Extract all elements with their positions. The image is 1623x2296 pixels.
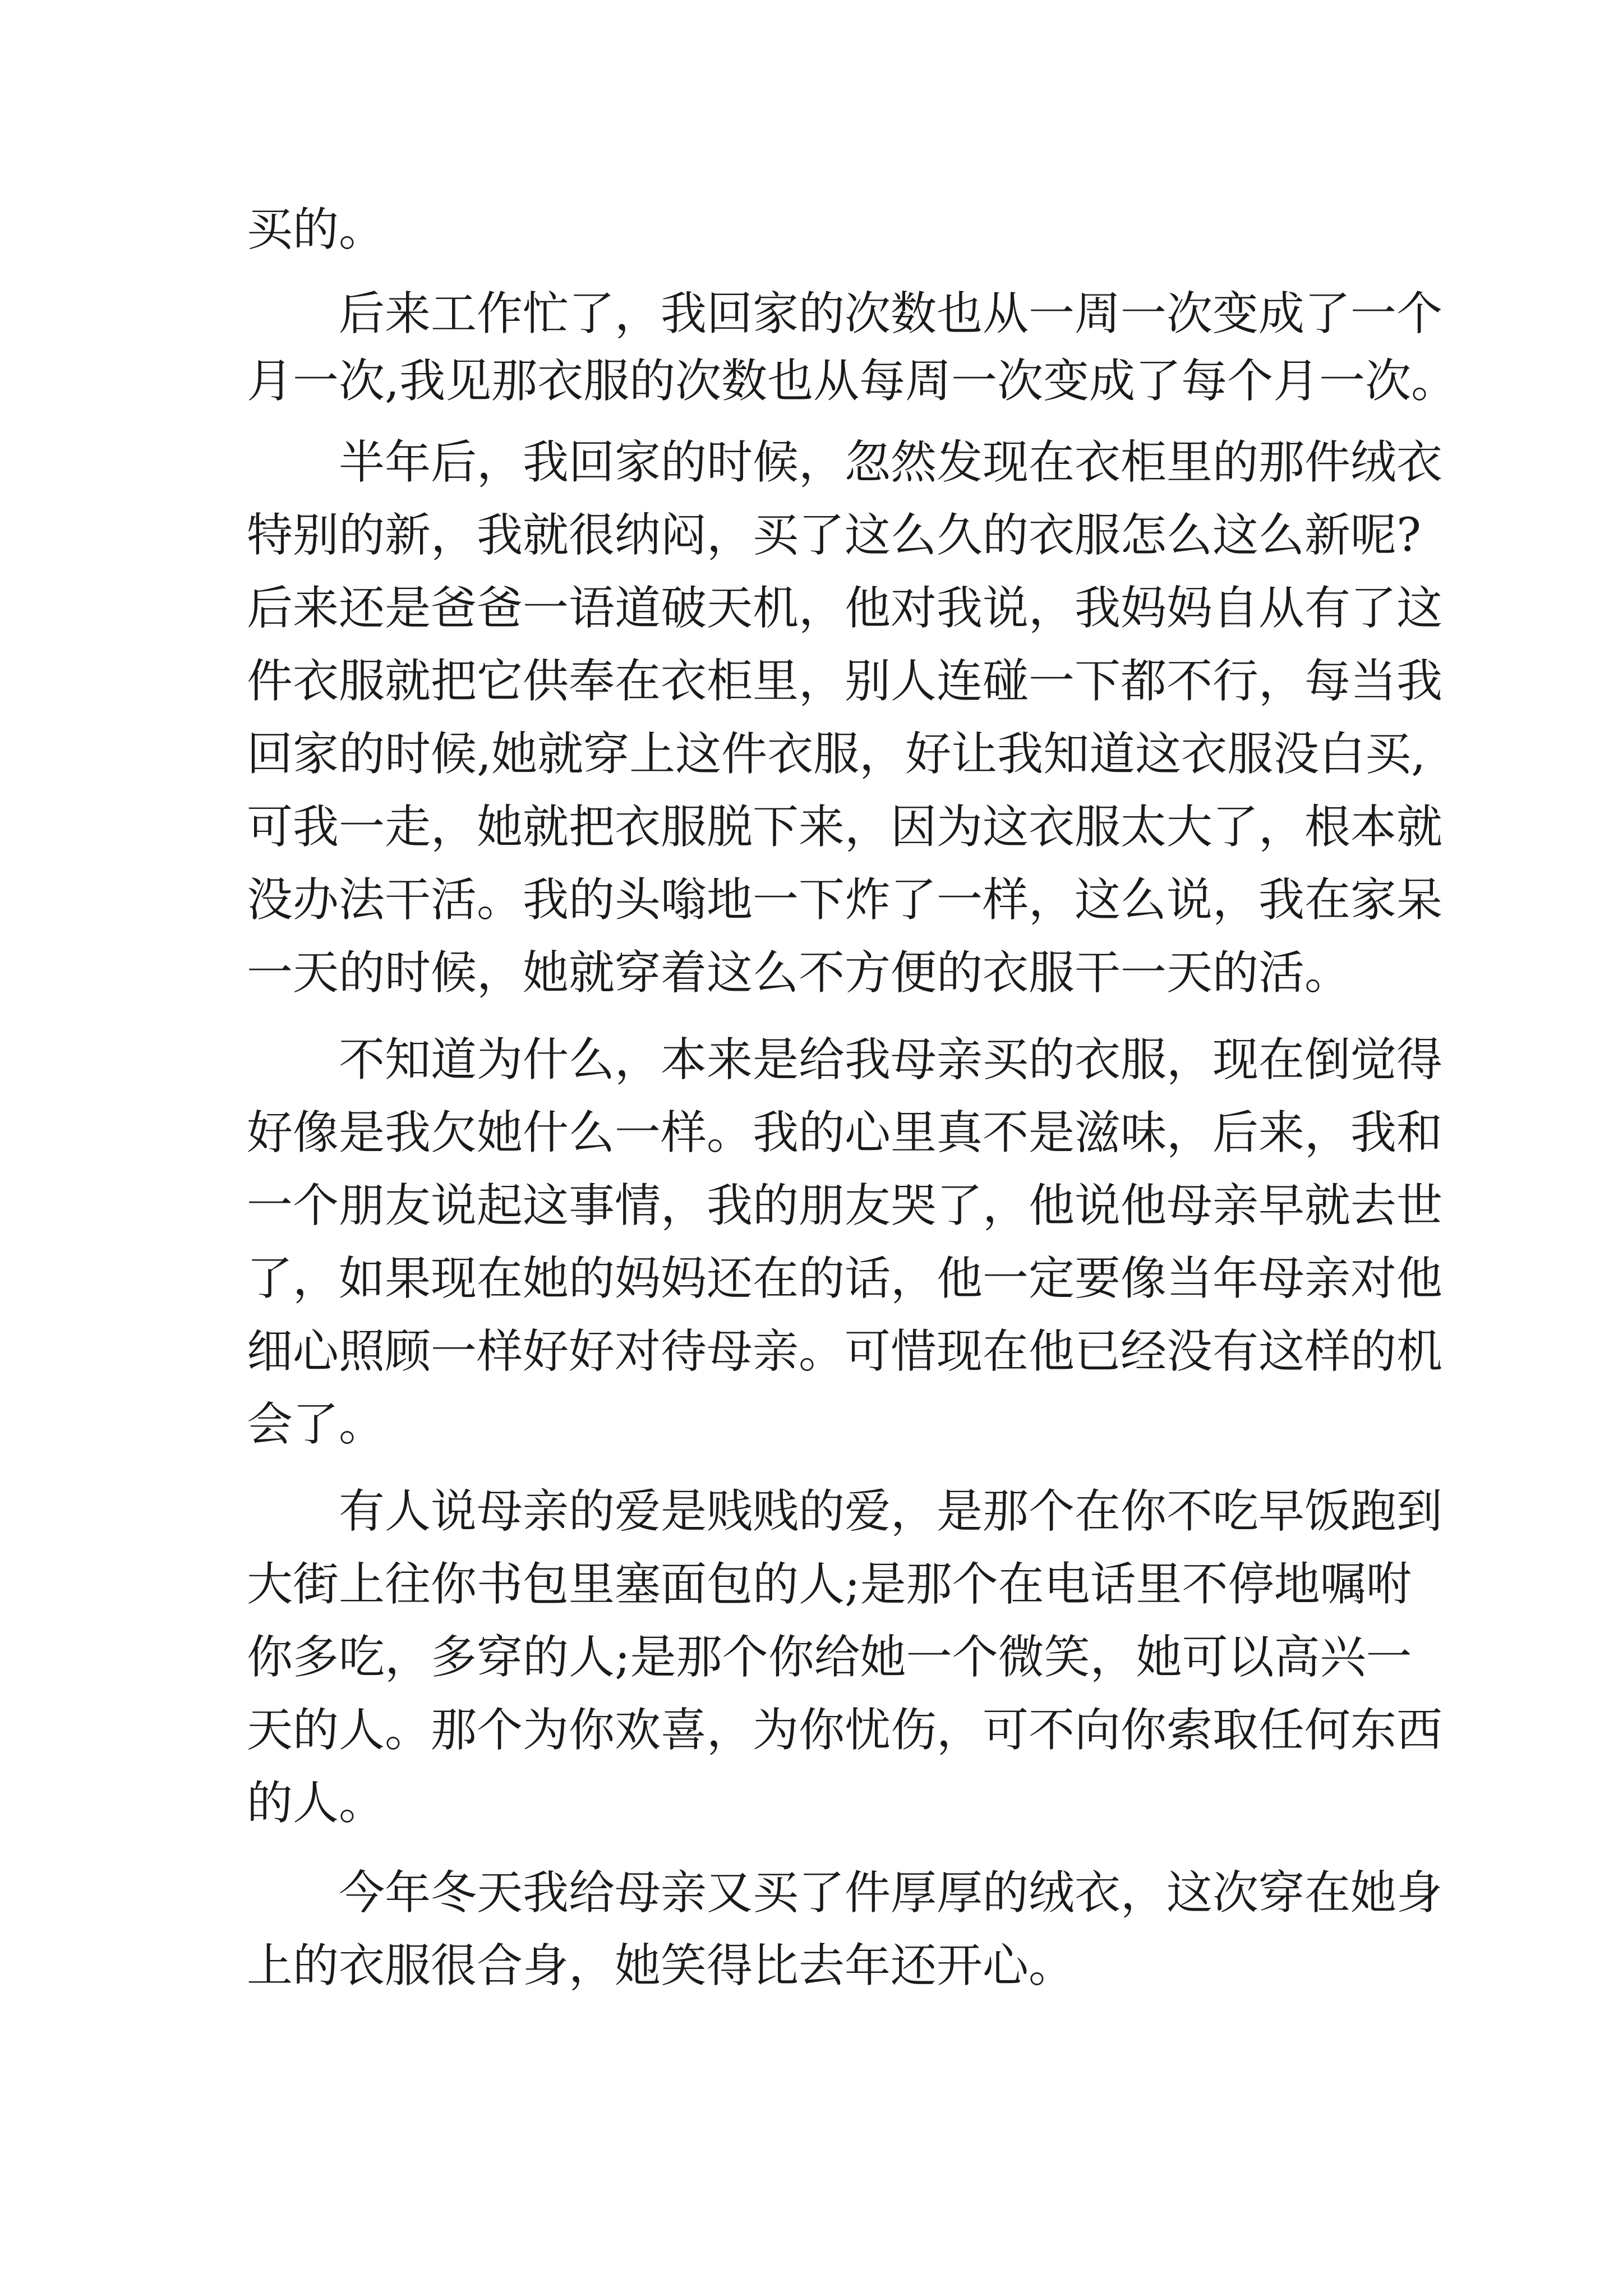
text-line: 有人说母亲的爱是贱贱的爱，是那个在你不吃早饭跑到 xyxy=(339,1485,1443,1538)
text-line: 半年后，我回家的时候，忽然发现在衣柜里的那件绒衣 xyxy=(339,436,1443,489)
text-line: 后来还是爸爸一语道破天机，他对我说，我妈妈自从有了这 xyxy=(247,582,1443,635)
text-line: 回家的时候,她就穿上这件衣服，好让我知道这衣服没白买, xyxy=(247,728,1426,781)
text-line: 可我一走，她就把衣服脱下来，因为这衣服太大了，根本就 xyxy=(247,800,1443,854)
text-line: 不知道为什么，本来是给我母亲买的衣服，现在倒觉得 xyxy=(339,1033,1443,1087)
text-line: 今年冬天我给母亲又买了件厚厚的绒衣，这次穿在她身 xyxy=(339,1866,1443,1920)
text-line: 大街上往你书包里塞面包的人;是那个在电话里不停地嘱咐 xyxy=(247,1558,1412,1611)
text-line: 件衣服就把它供奉在衣柜里，别人连碰一下都不行，每当我 xyxy=(247,655,1443,708)
text-line: 了，如果现在她的妈妈还在的话，他一定要像当年母亲对他 xyxy=(247,1252,1443,1305)
text-line: 会了。 xyxy=(247,1398,385,1451)
text-line: 特别的新，我就很纳闷，买了这么久的衣服怎么这么新呢? xyxy=(247,509,1421,562)
text-line: 后来工作忙了，我回家的次数也从一周一次变成了一个 xyxy=(339,287,1443,341)
text-line: 没办法干活。我的头嗡地一下炸了一样，这么说，我在家呆 xyxy=(247,873,1443,927)
text-line: 月一次,我见那衣服的次数也从每周一次变成了每个月一次。 xyxy=(247,355,1458,408)
text-line: 上的衣服很合身，她笑得比去年还开心。 xyxy=(247,1939,1075,1993)
text-line: 一个朋友说起这事情，我的朋友哭了，他说他母亲早就去世 xyxy=(247,1179,1443,1232)
text-line: 你多吃，多穿的人;是那个你给她一个微笑，她可以高兴一 xyxy=(247,1631,1412,1684)
text-line: 天的人。那个为你欢喜，为你忧伤，可不向你索取任何东西 xyxy=(247,1704,1443,1757)
text-line: 细心照顾一样好好对待母亲。可惜现在他已经没有这样的机 xyxy=(247,1325,1443,1378)
text-line: 的人。 xyxy=(247,1777,385,1830)
text-line: 一天的时候，她就穿着这么不方便的衣服干一天的活。 xyxy=(247,946,1351,1000)
text-line: 好像是我欠她什么一样。我的心里真不是滋味，后来，我和 xyxy=(247,1106,1443,1159)
text-line: 买的。 xyxy=(247,203,385,256)
